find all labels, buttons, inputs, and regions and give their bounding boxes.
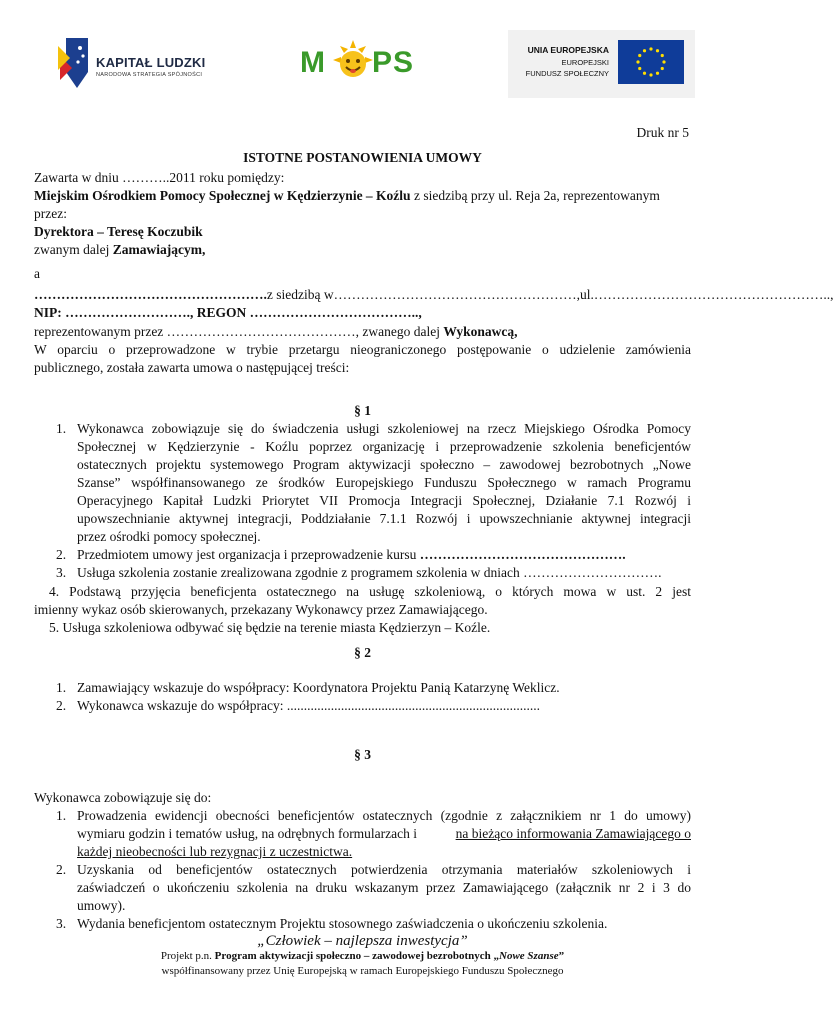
s2-item-1-number: 1. — [56, 680, 67, 695]
footer-project-line — [0, 950, 725, 962]
s1-item-2-text — [77, 546, 626, 564]
party1-line — [34, 187, 660, 205]
contractor-seat-label: z siedzibą w — [266, 287, 334, 302]
eu-subtitle-line2: FUNDUSZ SPOŁECZNY — [525, 69, 609, 78]
s3-item-1-line-2a: wymiaru godzin i tematów usług, na odrębnych formularzach i — [77, 826, 418, 841]
s3-item-3-text: Wydania beneficjentom ostatecznym Projektu stosownego zaświadczenia o ukończeniu szkolenia. — [77, 916, 608, 931]
s1-item-3-number: 3. — [56, 565, 67, 580]
zamawiajacy-term: Zamawiającym, — [112, 242, 206, 257]
intro-line-1: W oparciu o przeprowadzone w trybie przetargu nieograniczonego postępowanie o udzielenie zamówienia — [34, 342, 691, 357]
eu-star-icon — [656, 49, 659, 52]
eu-star-icon — [638, 54, 641, 57]
s3-item-1-number: 1. — [56, 808, 67, 823]
s1-item-1-line: przez ośrodki pomocy społecznej. — [77, 529, 261, 544]
s1-item-2-blank: ………………………………………. — [419, 547, 626, 562]
s2-item-1-text: Zamawiający wskazuje do współpracy: Koordynatora Projektu Panią Katarzynę Weklicz. — [77, 680, 560, 695]
sun-smile-icon — [333, 40, 373, 84]
eu-star-icon — [638, 67, 641, 70]
s1-item-5: 5. Usługa szkoleniowa odbywać się będzie na terenie miasta Kędzierzyn – Koźle. — [49, 620, 491, 635]
kapital-ludzki-subtitle: NARODOWA STRATEGIA SPÓJNOŚCI — [96, 72, 203, 78]
kapital-ludzki-logo — [58, 38, 208, 90]
eu-star-icon — [662, 60, 665, 63]
footer-project-name: Program aktywizacji społeczno – zawodowej bezrobotnych „ — [214, 950, 500, 962]
party1-address: z siedzibą przy ul. Reja 2a, reprezentowanym — [410, 188, 660, 203]
s1-item-1-line: Operacyjnego Kapitał Ludzki Priorytet VII Promocja Integracji Społecznej, Działanie 7.1 Rozwój i — [77, 493, 691, 508]
s3-item-1-line-2 — [77, 825, 691, 843]
eu-logo-box — [508, 30, 695, 98]
s2-item-2-text: Wykonawca wskazuje do współpracy: ........................................................................... — [77, 698, 540, 713]
header-logos — [0, 30, 725, 100]
eu-star-icon — [656, 72, 659, 75]
s1-item-2-body: Przedmiotem umowy jest organizacja i przeprowadzenie kursu — [77, 547, 420, 562]
director-name: Dyrektora – Teresę Koczubik — [34, 224, 203, 239]
s3-item-2-number: 2. — [56, 862, 67, 877]
druk-number: Druk nr 5 — [636, 125, 689, 140]
footer-project-italic: Nowe Szanse — [499, 950, 559, 962]
contractor-street-blank: …………………………………………….., — [593, 287, 834, 302]
eu-star-icon — [643, 49, 646, 52]
s1-item-1-number: 1. — [56, 421, 67, 436]
eu-title: UNIA EUROPEJSKA — [527, 45, 609, 55]
s3-item-1-line-2b: na bieżąco informowania Zamawiającego o — [455, 826, 691, 841]
represented-prefix: reprezentowanym przez ……………………………………, zwanego dalej — [34, 324, 444, 339]
kapital-ludzki-title: KAPITAŁ LUDZKI — [96, 55, 206, 70]
mops-letter-m: M — [300, 46, 325, 79]
s2-item-2-number: 2. — [56, 698, 67, 713]
wykonawca-term: Wykonawcą, — [443, 324, 518, 339]
s1-item-4-line-2: imienny wykaz osób skierowanych, przekazany Wykonawcy przez Zamawiającego. — [34, 602, 488, 617]
zwanym-prefix: zwanym dalej — [34, 242, 113, 257]
represented-line — [34, 323, 518, 341]
s1-item-1-line: Wykonawca zobowiązuje się do świadczenia usługi szkoleniowej na rzecz Miejskiego Ośrodka Pomocy — [77, 421, 691, 436]
s3-item-3-number: 3. — [56, 916, 67, 931]
s1-item-1-line: Szanse” współfinansowanego ze środków Europejskiego Funduszu Społecznego w ramach Programu — [77, 475, 691, 490]
s3-item-2-line-3: umowy). — [77, 898, 126, 913]
contractor-seat-blank: ………………………………………………, — [333, 287, 580, 302]
eu-star-icon — [649, 47, 652, 50]
nip-regon-line: NIP: ………………………., REGON ……………………………….., — [34, 305, 422, 320]
section-1-heading: § 1 — [354, 403, 371, 418]
s1-item-2-number: 2. — [56, 547, 67, 562]
document-title: ISTOTNE POSTANOWIENIA UMOWY — [243, 150, 482, 165]
eu-star-icon — [636, 60, 639, 63]
s3-item-1-line-1: Prowadzenia ewidencji obecności beneficjentów ostatecznych (zgodnie z załącznikiem nr 1 do umowy) — [77, 808, 691, 823]
conjunction-a: a — [34, 266, 40, 281]
zamawiajacy-line — [34, 241, 205, 259]
eu-star-icon — [649, 73, 652, 76]
footer-project-prefix: Projekt p.n. — [160, 950, 215, 962]
eu-star-icon — [643, 72, 646, 75]
s3-intro: Wykonawca zobowiązuje się do: — [34, 790, 212, 805]
section-3-heading: § 3 — [354, 747, 371, 762]
eu-flag-icon — [618, 40, 684, 84]
party1-name: Miejskim Ośrodkiem Pomocy Społecznej w Kędzierzynie – Koźlu — [34, 188, 411, 203]
footer-motto: „Człowiek – najlepsza inwestycja” — [257, 933, 468, 949]
eu-star-icon — [661, 67, 664, 70]
mops-letters-ps: PS — [372, 46, 415, 79]
footer-project-quote-end: ” — [558, 950, 565, 962]
section-2-heading: § 2 — [354, 645, 371, 660]
kapital-ludzki-emblem-icon — [58, 38, 92, 88]
eu-star-icon — [661, 54, 664, 57]
s1-item-4-line-1: 4. Podstawą przyjęcia beneficjenta ostatecznego na usługę szkoleniową, o których mowa w ust. 2 jest — [49, 584, 691, 599]
eu-subtitle-line1: EUROPEJSKI — [561, 58, 609, 67]
intro-line-2: publicznego, została zawarta umowa o następującej treści: — [34, 360, 350, 375]
contract-date-line: Zawarta w dniu ………..2011 roku pomiędzy: — [34, 170, 285, 185]
contractor-line — [34, 286, 834, 304]
s3-item-2-line-2: zaświadczeń o ukończeniu szkolenia na druku wskazanym przez Zamawiającego (załącznik nr 2 i 3 do — [77, 880, 691, 895]
footer-funding-line: współfinansowany przez Unię Europejską w ramach Europejskiego Funduszu Społecznego — [161, 965, 564, 977]
contractor-name-blank: ……………………………………………. — [34, 287, 267, 302]
s1-item-1-line: Społecznej w Kędzierzynie - Koźlu poprzez organizację i przeprowadzenie szkolenia beneficjentów — [77, 439, 691, 454]
s1-item-1-line: upowszechnianie aktywnej integracji, Poddziałanie 7.1.1 Rozwój i upowszechnianie aktywnej integracji — [77, 511, 691, 526]
contractor-street-label: ul. — [579, 287, 594, 302]
s3-item-2-line-1: Uzyskania od beneficjentów ostatecznych potwierdzenia otrzymania materiałów szkoleniowych i — [77, 862, 691, 877]
s1-item-3-text: Usługa szkolenia zostanie zrealizowana zgodnie z programem szkolenia w dniach …………………………. — [77, 565, 662, 580]
s3-item-1-line-3: każdej nieobecności lub rezygnacji z uczestnictwa. — [77, 844, 353, 859]
mops-logo — [300, 40, 420, 90]
s1-item-1-line: ostatecznych projektu systemowego Program aktywizacji społeczno – zawodowej bezrobotnych „Nowe — [77, 457, 691, 472]
przez-label: przez: — [34, 206, 67, 221]
